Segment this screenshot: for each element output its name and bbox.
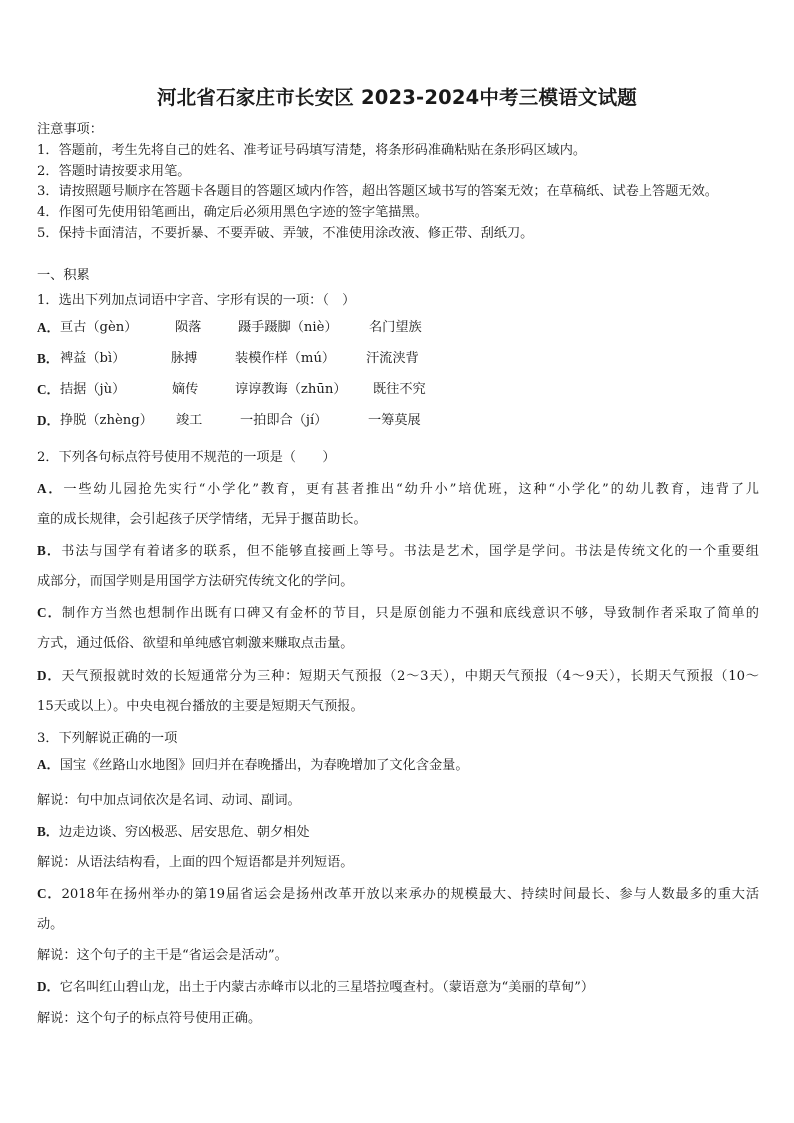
option-text: 它名叫红山碧山龙，出土于内蒙古赤峰市以北的三星塔拉嘎查村。（蒙语意为“美丽的草甸”）: [59, 980, 595, 995]
option-item: 挣脱（zhèng）: [60, 413, 153, 428]
option-text: 国宝《丝路山水地图》回归并在春晚播出，为春晚增加了文化含金量。: [59, 758, 469, 773]
explanation: 解说：句中加点词依次是名词、动词、副词。: [37, 793, 301, 808]
question-2-stem: 2．下列各句标点符号使用不规范的一项是（ ）: [37, 450, 336, 465]
option-text-continued: 15天或以上）。中央电视台播放的主要是短期天气预报。: [37, 699, 364, 714]
option-item: 嫡传: [172, 382, 199, 397]
notice-item: 3．请按照题号顺序在答题卡各题目的答题区域内作答，超出答题区域书写的答案无效；在草稿纸、试卷上答题无效。: [37, 184, 718, 199]
option-text-continued: 方式，通过低俗、欲望和单纯感官刺激来赚取点击量。: [37, 636, 354, 651]
option-text: 2018年在扬州举办的第19届省运会是扬州改革开放以来承办的规模最大、持续时间最长、参与人数最多的重大活: [61, 887, 760, 902]
option-text: 一些幼儿园抢先实行“小学化”教育，更有甚者推出“幼升小”培优班，这种“小学化”的幼儿教育，违背了儿: [63, 482, 759, 497]
question-3-option-a: [37, 757, 469, 774]
notice-item: 1．答题前，考生先将自己的姓名、准考证号码填写清楚，将条形码准确粘贴在条形码区域内。: [37, 143, 587, 158]
option-item: 脉搏: [171, 351, 198, 366]
option-item: 陨落: [175, 320, 202, 335]
option-item: 亘古（gèn）: [60, 320, 138, 335]
notice-item: 5．保持卡面清洁，不要折暴、不要弄破、弄皱，不准使用涂改液、修正带、刮纸刀。: [37, 226, 534, 241]
option-item: 谆谆教诲（zhūn）: [235, 382, 347, 397]
question-2-option-d: [37, 668, 759, 685]
option-item: 装模作样（mú）: [235, 351, 336, 366]
question-2-option-a: [37, 481, 759, 498]
notice-item: 4．作图可先使用铅笔画出，确定后必须用黑色字迹的签字笔描黑。: [37, 205, 428, 220]
explanation: 解说：从语法结构看，上面的四个短语都是并列短语。: [37, 855, 354, 870]
option-label: C．: [37, 886, 62, 901]
question-2-option-b: [37, 543, 759, 560]
option-text: 书法与国学有着诸多的联系，但不能够直接画上等号。书法是艺术，国学是学问。书法是传统文化的一个重要组: [61, 544, 759, 559]
option-label: A．: [37, 757, 60, 772]
option-text: 制作方当然也想制作出既有口碑又有金杯的节目，只是原创能力不强和底线意识不够，导致制作者采取了简单的: [61, 606, 759, 621]
option-label: B．: [37, 824, 59, 839]
explanation: 解说：这个句子的标点符号使用正确。: [37, 1011, 262, 1026]
option-text: 天气预报就时效的长短通常分为三种：短期天气预报（2～3天），中期天气预报（4～9天），长期天气预报（10～: [61, 669, 759, 684]
question-3-option-b: [37, 824, 310, 841]
option-label: D．: [37, 668, 62, 683]
explanation: 解说：这个句子的主干是“省运会是活动”。: [37, 948, 288, 963]
option-item: 汗流浃背: [366, 351, 419, 366]
option-label: C．: [37, 605, 62, 620]
option-label: A．: [37, 320, 60, 335]
option-item: 一拍即合（jí）: [240, 413, 328, 428]
option-item: 既往不究: [373, 382, 426, 397]
option-label: D．: [37, 413, 60, 428]
page-title: 河北省石家庄市长安区 2023-2024中考三模语文试题: [156, 86, 638, 109]
question-3-option-d: [37, 979, 594, 996]
question-1-stem: 1．选出下列加点词语中字音、字形有误的一项：（ ）: [37, 293, 356, 308]
option-text-continued: 成部分，而国学则是用国学方法研究传统文化的学问。: [37, 574, 354, 589]
notice-item: 2．答题时请按要求用笔。: [37, 164, 191, 179]
question-3-option-c: [37, 886, 759, 903]
section-heading: 一、积累: [37, 268, 90, 283]
option-label: C．: [37, 382, 60, 397]
option-label: B．: [37, 543, 62, 558]
question-2-option-c: [37, 605, 759, 622]
option-label: A．: [37, 481, 64, 496]
option-item: 一筹莫展: [368, 413, 421, 428]
option-item: 蹑手蹑脚（niè）: [238, 320, 338, 335]
option-label: B．: [37, 351, 59, 366]
option-label: D．: [37, 979, 60, 994]
option-item: 名门望族: [369, 320, 422, 335]
option-text-continued: 童的成长规律，会引起孩子厌学情绪，无异于揠苗助长。: [37, 512, 367, 527]
question-3-stem: 3．下列解说正确的一项: [37, 731, 178, 746]
option-item: 拮据（jù）: [60, 382, 126, 397]
option-text: 边走边谈、穷凶极恶、居安思危、朝夕相处: [58, 825, 310, 840]
option-text-continued: 动。: [37, 917, 64, 932]
notice-heading: 注意事项：: [37, 122, 103, 137]
option-item: 裨益（bì）: [60, 351, 126, 366]
option-item: 竣工: [176, 413, 203, 428]
